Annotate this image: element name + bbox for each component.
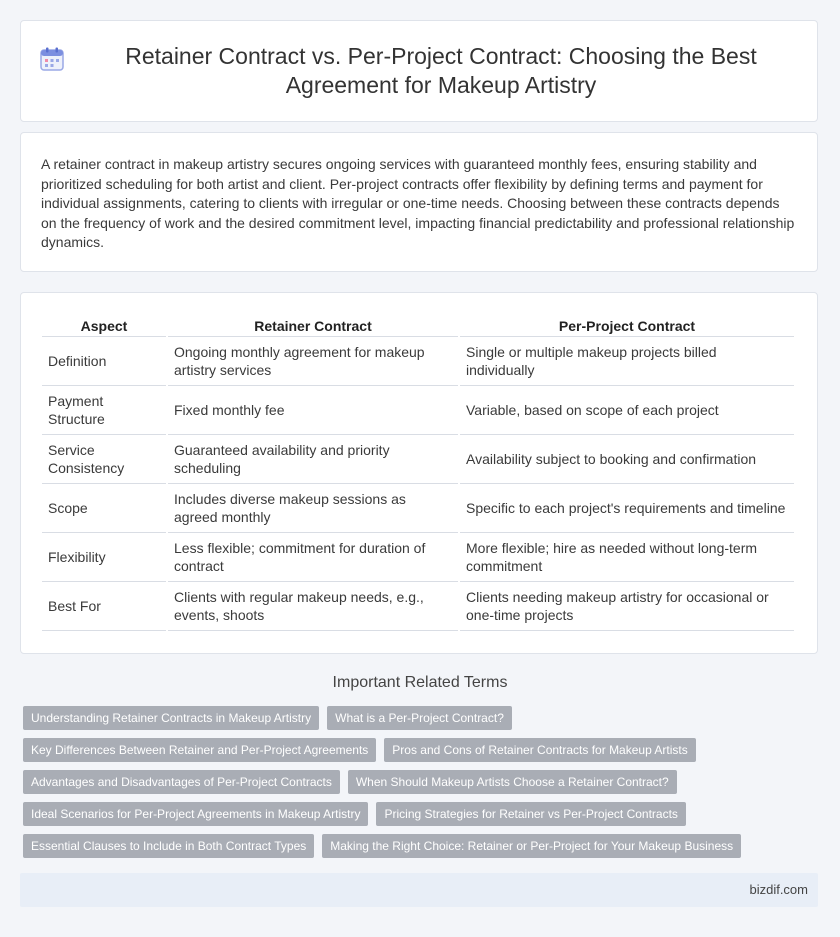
retainer-cell: Fixed monthly fee bbox=[168, 386, 458, 435]
header-retainer: Retainer Contract bbox=[168, 315, 458, 337]
per-project-cell: Specific to each project's requirements and timeline bbox=[460, 484, 794, 533]
aspect-cell: Flexibility bbox=[42, 533, 166, 582]
table-row bbox=[42, 386, 794, 435]
retainer-cell: Guaranteed availability and priority scheduling bbox=[168, 435, 458, 484]
retainer-cell: Less flexible; commitment for duration of contract bbox=[168, 533, 458, 582]
related-term-tag[interactable]: Understanding Retainer Contracts in Makeup Artistry bbox=[23, 706, 319, 730]
intro-card bbox=[20, 132, 818, 272]
retainer-cell: Clients with regular makeup needs, e.g., events, shoots bbox=[168, 582, 458, 631]
aspect-cell: Scope bbox=[42, 484, 166, 533]
comparison-table bbox=[40, 315, 796, 631]
calendar-icon bbox=[39, 46, 65, 72]
aspect-cell: Best For bbox=[42, 582, 166, 631]
table-row bbox=[42, 484, 794, 533]
related-term-tag[interactable]: Key Differences Between Retainer and Per-Project Agreements bbox=[23, 738, 376, 762]
table-header-row bbox=[42, 315, 794, 337]
related-term-tag[interactable]: Advantages and Disadvantages of Per-Project Contracts bbox=[23, 770, 340, 794]
header-aspect: Aspect bbox=[42, 315, 166, 337]
page-title: Retainer Contract vs. Per-Project Contract: Choosing the Best Agreement for Makeup Artistry bbox=[125, 43, 757, 98]
title-card bbox=[20, 20, 818, 122]
site-credit-link[interactable]: bizdif.com bbox=[749, 882, 808, 897]
header-per-project: Per-Project Contract bbox=[460, 315, 794, 337]
related-terms-heading: Important Related Terms bbox=[332, 674, 508, 691]
per-project-cell: Single or multiple makeup projects billed individually bbox=[460, 337, 794, 386]
aspect-cell: Payment Structure bbox=[42, 386, 166, 435]
retainer-cell: Includes diverse makeup sessions as agreed monthly bbox=[168, 484, 458, 533]
table-row bbox=[42, 533, 794, 582]
table-row bbox=[42, 337, 794, 386]
per-project-cell: Variable, based on scope of each project bbox=[460, 386, 794, 435]
per-project-cell: Availability subject to booking and confirmation bbox=[460, 435, 794, 484]
comparison-card bbox=[20, 292, 818, 654]
related-term-tag[interactable]: Ideal Scenarios for Per-Project Agreements in Makeup Artistry bbox=[23, 802, 368, 826]
per-project-cell: More flexible; hire as needed without long-term commitment bbox=[460, 533, 794, 582]
table-row bbox=[42, 435, 794, 484]
footer-bar bbox=[20, 873, 818, 907]
retainer-cell: Ongoing monthly agreement for makeup artistry services bbox=[168, 337, 458, 386]
aspect-cell: Definition bbox=[42, 337, 166, 386]
per-project-cell: Clients needing makeup artistry for occasional or one-time projects bbox=[460, 582, 794, 631]
intro-paragraph: A retainer contract in makeup artistry secures ongoing services with guaranteed monthly fees, ensuring stability and prioritized scheduling for both artist and client. Per-project contracts offer flexibility by defining terms and payment for individual assignments, catering to clients with irregular or one-time needs. Choosing between these contracts depends on the frequency of work and the desired commitment level, impacting financial predictability and professional relationship dynamics. bbox=[41, 156, 795, 251]
related-term-tag[interactable]: Pros and Cons of Retainer Contracts for Makeup Artists bbox=[384, 738, 695, 762]
aspect-cell: Service Consistency bbox=[42, 435, 166, 484]
related-term-tag[interactable]: Essential Clauses to Include in Both Contract Types bbox=[23, 834, 314, 858]
related-term-tag[interactable]: Making the Right Choice: Retainer or Per-Project for Your Makeup Business bbox=[322, 834, 741, 858]
related-terms-list bbox=[23, 706, 823, 866]
related-term-tag[interactable]: What is a Per-Project Contract? bbox=[327, 706, 512, 730]
related-term-tag[interactable]: When Should Makeup Artists Choose a Retainer Contract? bbox=[348, 770, 677, 794]
related-term-tag[interactable]: Pricing Strategies for Retainer vs Per-Project Contracts bbox=[376, 802, 685, 826]
table-row bbox=[42, 582, 794, 631]
